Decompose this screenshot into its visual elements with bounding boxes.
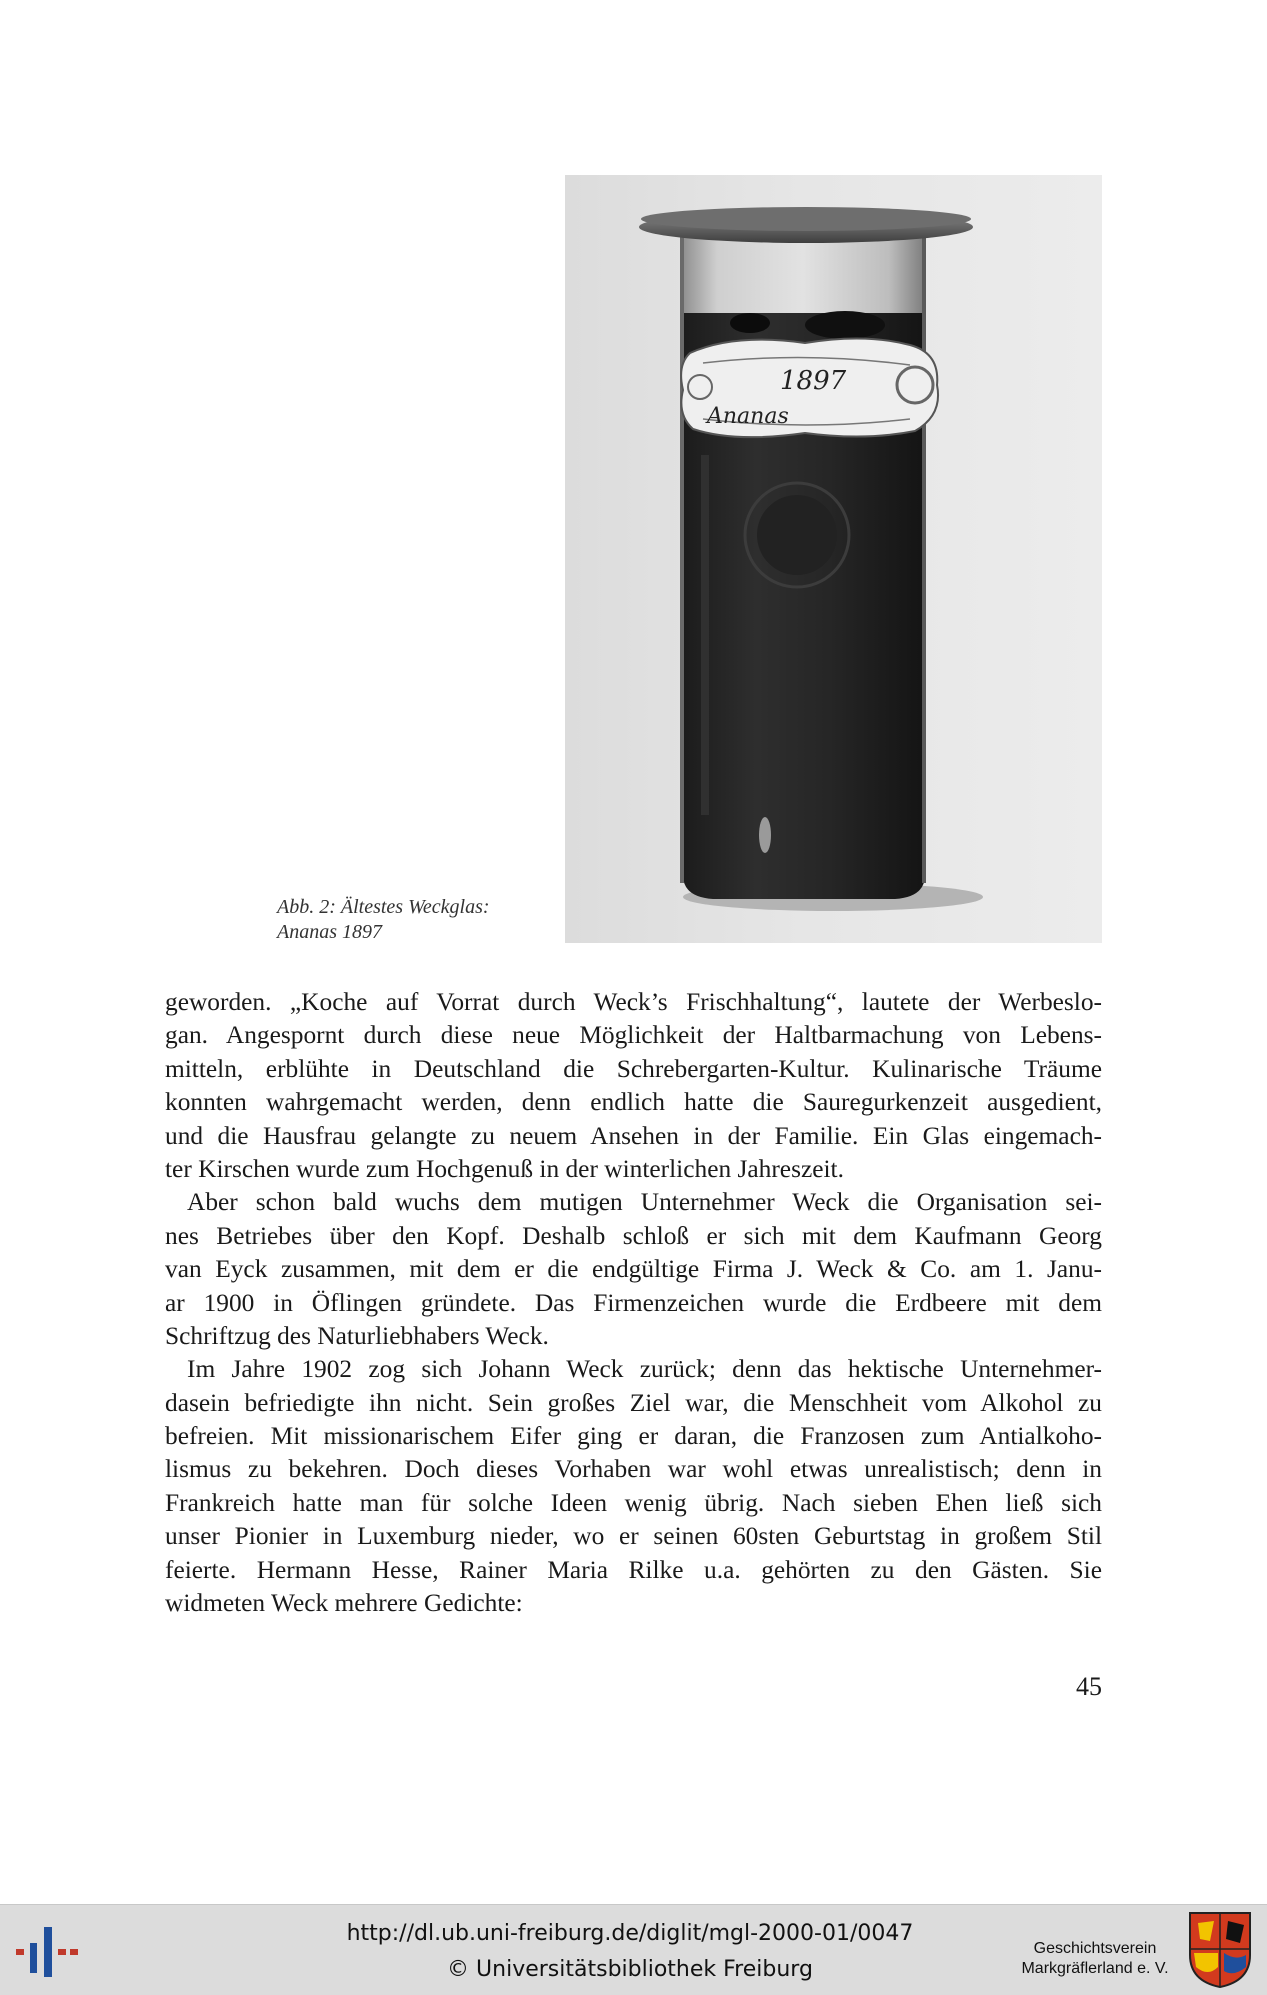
text-line: Schriftzug des Naturliebhabers Weck.	[165, 1321, 549, 1350]
text-line: feierte. Hermann Hesse, Rainer Maria Rilke u.a. gehörten zu den Gästen. Sie	[165, 1555, 1102, 1584]
figure-caption	[277, 895, 567, 945]
weckglas-photo	[565, 175, 1102, 943]
text-line: und die Hausfrau gelangte zu neuem Ansehen in der Familie. Ein Glas eingemach-	[165, 1121, 1102, 1150]
text-line: befreien. Mit missionarischem Eifer ging er daran, die Franzosen zum Antialkoho-	[165, 1422, 1102, 1451]
caption-line: Abb. 2: Ältestes Weckglas:	[277, 896, 490, 918]
caption-line: Ananas 1897	[277, 921, 382, 943]
label-year: 1897	[780, 366, 847, 396]
text-line: Im Jahre 1902 zog sich Johann Weck zurück; denn das hektische Unternehmer-	[187, 1355, 1102, 1384]
society-crest-icon	[1188, 1911, 1252, 1989]
text-line: ar 1900 in Öflingen gründete. Das Firmenzeichen wurde die Erdbeere mit dem	[165, 1288, 1102, 1317]
text-line: gan. Angespornt durch diese neue Möglichkeit der Haltbarmachung von Lebens-	[165, 1021, 1102, 1050]
footer-url-link[interactable]: http://dl.ub.uni-freiburg.de/diglit/mgl-2000-01/0047	[346, 1921, 914, 1946]
text-line: unser Pionier in Luxemburg nieder, wo er seinen 60sten Geburtstag in großem Stil	[165, 1522, 1102, 1551]
text-line: Frankreich hatte man für solche Ideen wenig übrig. Nach sieben Ehen ließ sich	[165, 1488, 1102, 1517]
text-line: geworden. „Koche auf Vorrat durch Weck’s Frischhaltung“, lautete der Werbeslo-	[165, 988, 1102, 1016]
jar-illustration	[565, 175, 1102, 943]
text-line: Aber schon bald wuchs dem mutigen Unternehmer Weck die Organisation sei-	[187, 1188, 1102, 1217]
ub-freiburg-logo-icon[interactable]	[16, 1923, 80, 1979]
text-line: lismus zu bekehren. Doch dieses Vorhaben war wohl etwas unrealistisch; denn in	[165, 1455, 1102, 1484]
text-line: mitteln, erblühte in Deutschland die Schrebergarten-Kultur. Kulinarische Träume	[165, 1054, 1102, 1083]
footer-bar	[0, 1904, 1267, 1995]
text-line: ter Kirschen wurde zum Hochgenuß in der winterlichen Jahreszeit.	[165, 1154, 844, 1183]
page-number: 45	[1076, 1672, 1102, 1701]
body-text	[165, 986, 1102, 1620]
footer-copyright: © Universitätsbibliothek Freiburg	[447, 1957, 813, 1982]
text-line: widmeten Weck mehrere Gedichte:	[165, 1589, 523, 1618]
label-name: Ananas	[707, 404, 789, 429]
society-name	[1010, 1939, 1180, 1979]
text-line: nes Betriebes über den Kopf. Deshalb schloß er sich mit dem Kaufmann Georg	[165, 1221, 1102, 1250]
society-line: Markgräflerland e. V.	[1021, 1960, 1169, 1977]
jar-label	[681, 338, 938, 437]
society-line: Geschichtsverein	[1033, 1940, 1157, 1957]
text-line: konnten wahrgemacht werden, denn endlich hatte die Sauregurkenzeit ausgedient,	[165, 1088, 1102, 1117]
text-line: dasein befriedigte ihn nicht. Sein großes Ziel war, die Menschheit vom Alkohol zu	[165, 1388, 1102, 1417]
text-line: van Eyck zusammen, mit dem er die endgültige Firma J. Weck & Co. am 1. Janu-	[165, 1255, 1102, 1284]
